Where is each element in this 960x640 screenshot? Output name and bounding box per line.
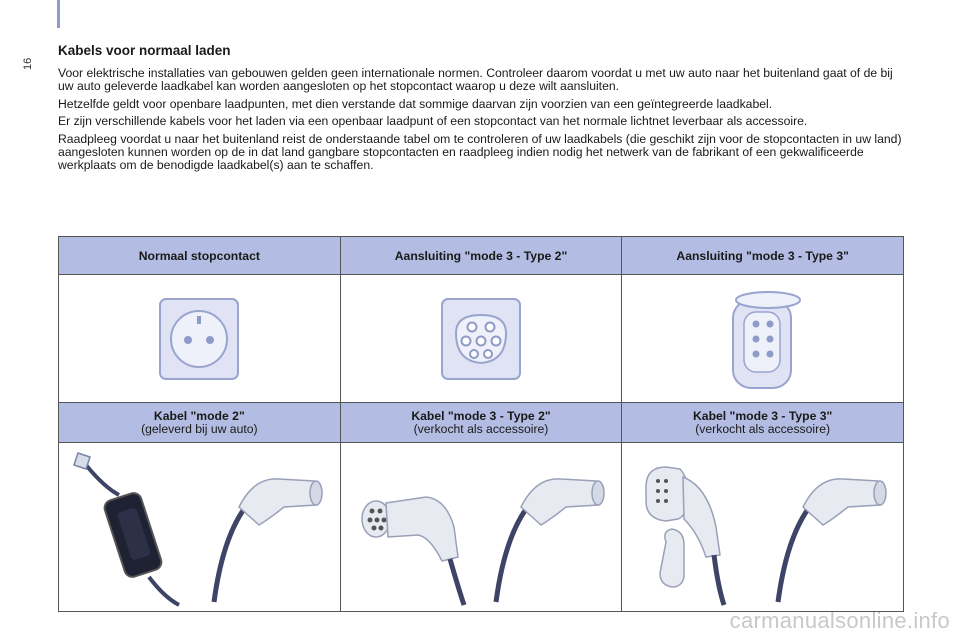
socket-images-row bbox=[59, 275, 904, 403]
page-accent-bar bbox=[57, 0, 60, 28]
intro-text bbox=[58, 67, 908, 177]
watermark: carmanualsonline.info bbox=[729, 608, 950, 633]
cable-title: Kabel "mode 2" bbox=[153, 408, 245, 423]
socket-cell bbox=[622, 275, 904, 403]
cable-labels-row bbox=[59, 403, 904, 443]
type3-socket-icon bbox=[718, 284, 808, 394]
section-heading: Kabels voor normaal laden bbox=[58, 43, 231, 58]
cable-label-cell bbox=[59, 403, 341, 443]
paragraph: Voor elektrische installaties van gebouwen gelden geen internationale normen. Controleer daarom voordat u met uw auto naar het buitenland gaat of de bij uw auto geleverde laadkabel kan worden aangesloten op het stopcontact waarop u deze wilt aansluiten. bbox=[58, 66, 893, 94]
mode2-cable-icon bbox=[64, 447, 334, 607]
paragraph: Er zijn verschillende kabels voor het laden via een openbaar laadpunt of een stopcontact van het normale lichtnet leverbaar als accessoire. bbox=[58, 114, 808, 129]
cable-subtitle: (geleverd bij uw auto) bbox=[141, 421, 258, 436]
header-normal-socket: Normaal stopcontact bbox=[59, 237, 341, 275]
table-header-row bbox=[59, 237, 904, 275]
cable-images-row bbox=[59, 443, 904, 612]
cable-label-cell bbox=[340, 403, 622, 443]
page-number: 16 bbox=[22, 57, 34, 70]
socket-cell bbox=[340, 275, 622, 403]
header-type3-socket: Aansluiting "mode 3 - Type 3" bbox=[622, 237, 904, 275]
socket-cell bbox=[59, 275, 341, 403]
cable-label-cell bbox=[622, 403, 904, 443]
cable-subtitle: (verkocht als accessoire) bbox=[413, 421, 549, 436]
paragraph: Hetzelfde geldt voor openbare laadpunten, met dien verstande dat sommige daarvan zijn voorzien van een geïntegreerde laadkabel. bbox=[58, 96, 773, 111]
type3-cable-icon bbox=[628, 447, 898, 607]
cable-cell bbox=[622, 443, 904, 612]
compatibility-table bbox=[58, 236, 904, 612]
type2-cable-icon bbox=[346, 447, 616, 607]
cable-title: Kabel "mode 3 - Type 2" bbox=[411, 408, 551, 423]
normal-socket-icon bbox=[154, 293, 244, 385]
cable-subtitle: (verkocht als accessoire) bbox=[695, 421, 831, 436]
cable-title: Kabel "mode 3 - Type 3" bbox=[692, 408, 833, 423]
cable-cell bbox=[340, 443, 622, 612]
paragraph: Raadpleeg voordat u naar het buitenland reist de onderstaande tabel om te controleren of uw laadkabels (die geschikt zijn voor de stopcontacten in uw land) aangesloten kunnen worden op de in dat land gangbare stopcontacten en raadpleeg indien nodig het netwerk van de fabrikant of een gekwalificeerde werkplaats om de benodigde laadkabel(s) aan te schaffen. bbox=[58, 131, 902, 173]
type2-socket-icon bbox=[436, 293, 526, 385]
header-type2-socket: Aansluiting "mode 3 - Type 2" bbox=[340, 237, 622, 275]
cable-cell bbox=[59, 443, 341, 612]
